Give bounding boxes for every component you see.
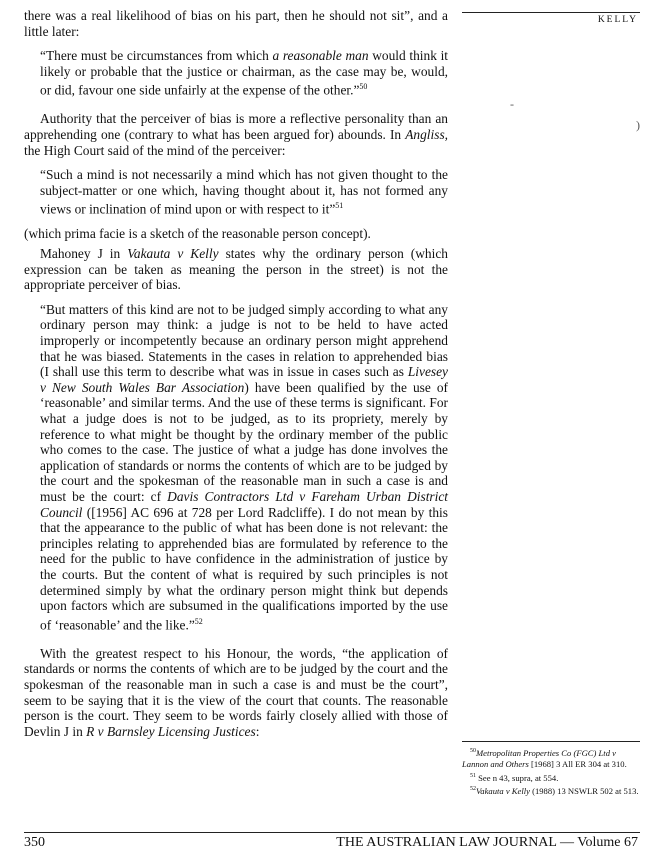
page-number: 350 [24,835,45,850]
main-text-column [24,8,448,739]
footnote-52: $^{52}$Vakauta v Kelly (1988) 13 NSWLR 502 at 513. [470,786,639,797]
block-quote: “There must be circumstances from which a reasonable man would think it likely or probable that the justice or chairman, as the case may be, would, or did, favour one side unfairly at the expense of the other.”$^{50}$ [40,48,449,98]
paragraph: With the greatest respect to his Honour, the words, “the application of standards or norms the contents of which are to be judged by the court and the spokesman of the reasonable man in such a case is and must be the court”, seem to be saying that it is the view of the court that counts. The reasonable person is the court. They seem to be words fairly closely allied with those of Devlin J in R v Barnsley Licensing Justices: [24,645,448,739]
journal-title: THE AUSTRALIAN LAW JOURNAL — Volume 67 [336,835,638,850]
running-head: KELLY [597,15,638,25]
footnote-rule [462,741,640,742]
running-head-rule [462,12,640,13]
paragraph: Mahoney J in Vakauta v Kelly states why the ordinary person (which expression can be taken as meaning the person in the street) is not the appropriate perceiver of bias. [24,246,448,293]
paragraph: Authority that the perceiver of bias is more a reflective personality than an apprehending one (contrary to what has been argued for) abounds. In Angliss, the High Court said of the mind of the perceiver: [24,111,448,158]
footnote-ref[interactable]: 51 [335,201,344,211]
footer-rule [24,832,640,833]
block-quote: “But matters of this kind are not to be judged simply according to what any ordinary person may think: a judge is not to be held to have acted improperly or incompetently because an ordinary person might apprehend that he was biased. Statements in the cases in relation to apprehended bias (I shall use this term to describe what was in issue in cases such as Livesey v New South Wales Bar Association) have been qualified by the use of ‘reasonable’ and similar terms. And the use of these terms is significant. For what a judge does is not to be judged, as to its propriety, merely by reference to what might be thought by the ordinary member of the public who comes to the case. The justice of what a judge has done involves the application of standards or norms the contents of which are to be judged by the court and the spokesman of the reasonable man in such a case is and must be the court: cf Davis Contractors Ltd v Fareham Urban District Council ([1956] AC 696 at 728 per Lord Radcliffe). I do not mean by this that the appearance to the public of what has been done is not relevant: the principles relating to apprehended bias are formulated by reference to the need for the public to have confidence in the administration of justice by the courts. But the content of what is required by such principles is not determined simply by what the ordinary person might think but depends upon factors which are subsumed in the qualifications imported by the use of ‘reasonable’ and the like.”$^{52}$ [40,301,449,633]
paragraph: (which prima facie is a sketch of the reasonable person concept). [24,226,371,242]
footnote-51: $^{51}$ See n 43, supra, at 554. [470,772,559,783]
footnotes [462,746,644,798]
margin-mark: - [510,97,514,111]
paragraph: there was a real likelihood of bias on his part, then he should not sit”, and a little later: [24,8,448,39]
footnote-ref[interactable]: 50 [359,82,368,92]
footnote-ref[interactable]: 52 [194,616,203,626]
margin-mark: ) [636,118,640,132]
block-quote: “Such a mind is not necessarily a mind which has not given thought to the subject-matter or one which, having thought about it, has not formed any views or inclination of mind upon or with respect to it”$^{51}$ [40,167,448,217]
footnote-50: $^{50}$Metropolitan Properties Co (FGC) Ltd v Lannon and Others [1968] 3 All ER 304 at 310. [462,747,627,770]
